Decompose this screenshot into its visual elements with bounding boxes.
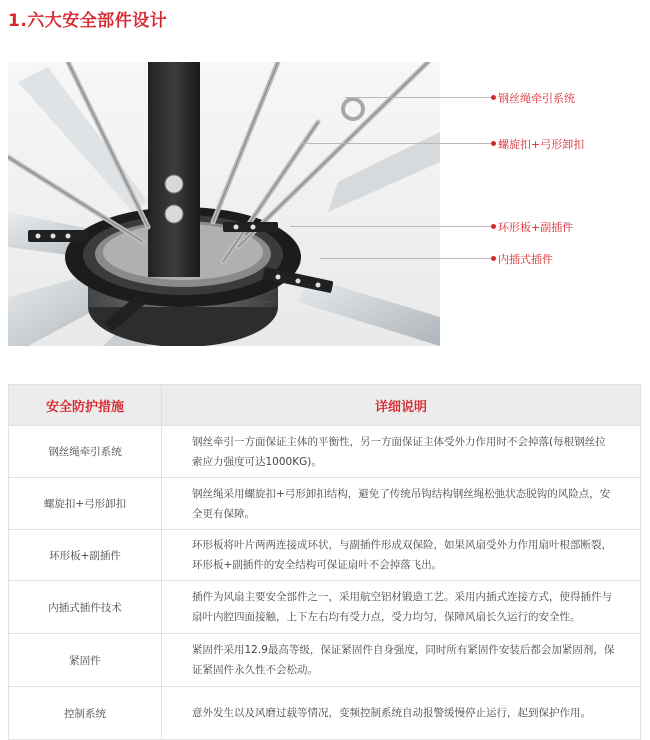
row-name: 螺旋扣+弓形卸扣 <box>9 478 162 530</box>
row-name: 钢丝绳牵引系统 <box>9 426 162 478</box>
row-description: 钢丝绳采用螺旋扣+弓形卸扣结构，避免了传统吊钩结构钢丝绳松弛状态脱钩的风险点，安全更有保障。 <box>162 478 641 530</box>
page-title: 1.六大安全部件设计 <box>8 11 168 31</box>
safety-measures-table <box>8 384 641 740</box>
table-row <box>9 687 641 740</box>
row-name: 紧固件 <box>9 634 162 687</box>
header-measure: 安全防护措施 <box>9 385 162 426</box>
fan-hub-illustration <box>8 62 440 346</box>
fan-hub-drawing <box>8 62 440 346</box>
callout-dot-4 <box>491 256 496 261</box>
callout-wire-rope-system: 钢丝绳牵引系统 <box>498 92 575 105</box>
row-name: 控制系统 <box>9 687 162 740</box>
callout-dot-1 <box>491 95 496 100</box>
row-name: 内插式插件技术 <box>9 581 162 634</box>
row-description: 环形板将叶片两两连接成环状，与副插件形成双保险，如果风扇受外力作用扇叶根部断裂，环形板+副插件的安全结构可保证扇叶不会掉落飞出。 <box>162 530 641 581</box>
callout-leader-2 <box>300 143 493 144</box>
callout-leader-3 <box>290 226 493 227</box>
callout-turnbuckle-shackle: 螺旋扣+弓形卸扣 <box>498 138 585 151</box>
table-row <box>9 478 641 530</box>
table-row <box>9 530 641 581</box>
callout-leader-4 <box>320 258 493 259</box>
table-row <box>9 581 641 634</box>
row-description: 意外发生以及风磨过载等情况，变频控制系统自动报警缓慢停止运行，起到保护作用。 <box>162 687 641 740</box>
callout-inner-insert: 内插式插件 <box>498 253 553 266</box>
row-description: 紧固件采用12.9最高等级，保证紧固件自身强度，同时所有紧固件安装后都会加紧固剂，保证紧固件永久性不会松动。 <box>162 634 641 687</box>
callout-dot-3 <box>491 224 496 229</box>
callout-dot-2 <box>491 141 496 146</box>
row-description: 钢丝牵引一方面保证主体的平衡性，另一方面保证主体受外力作用时不会掉落(每根钢丝拉索应力强度可达1000KG)。 <box>162 426 641 478</box>
table-header-row <box>9 385 641 426</box>
callout-leader-1 <box>345 97 493 98</box>
row-name: 环形板+副插件 <box>9 530 162 581</box>
callout-ring-plate: 环形板+副插件 <box>498 221 574 234</box>
row-description: 插件为风扇主要安全部件之一，采用航空铝材锻造工艺。采用内插式连接方式，使得插件与扇叶内腔四面接触，上下左右均有受力点，受力均匀，保障风扇长久运行的安全性。 <box>162 581 641 634</box>
header-detail: 详细说明 <box>162 385 641 426</box>
table-row <box>9 634 641 687</box>
table-row <box>9 426 641 478</box>
